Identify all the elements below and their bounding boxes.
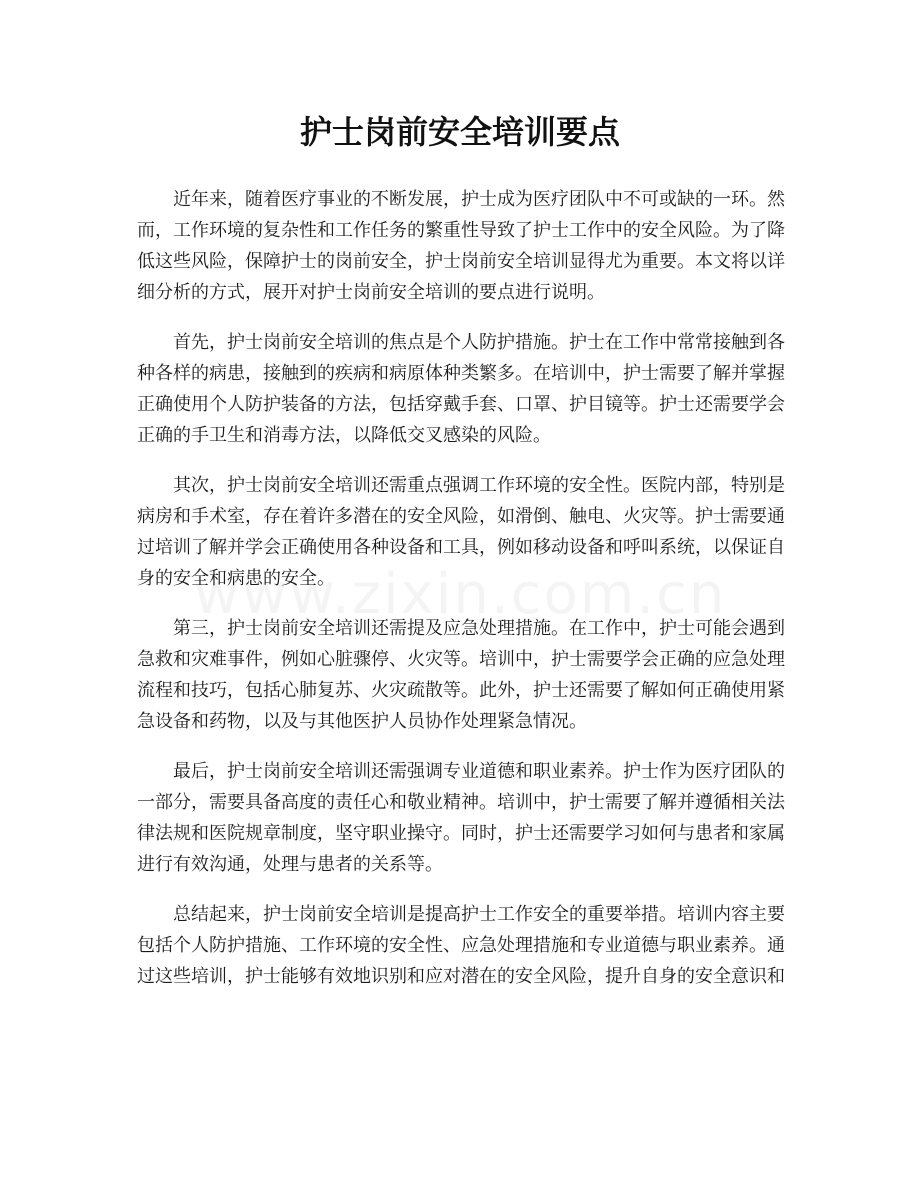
paragraph-professional-ethics: 最后，护士岗前安全培训还需强调专业道德和职业素养。护士作为医疗团队的一部分，需要具备高度的责任心和敬业精神。培训中，护士需要了解并遵循相关法律法规和医院规章制度，坚守职业操守。同时，护士还需要学习如何与患者和家属进行有效沟通，处理与患者的关系等。 [137,761,785,875]
paragraph-intro: 近年来，随着医疗事业的不断发展，护士成为医疗团队中不可或缺的一环。然而，工作环境的复杂性和工作任务的繁重性导致了护士工作中的安全风险。为了降低这些风险，保障护士的岗前安全，护士岗前安全培训显得尤为重要。本文将以详细分析的方式，展开对护士岗前安全培训的要点进行说明。 [137,189,785,303]
paragraph-summary: 总结起来，护士岗前安全培训是提高护士工作安全的重要举措。培训内容主要包括个人防护措施、工作环境的安全性、应急处理措施和专业道德与职业素养。通过这些培训，护士能够有效地识别和应对潜在的安全风险，提升自身的安全意识和 [137,904,785,987]
document-title: 护士岗前安全培训要点 [299,113,620,151]
paragraph-emergency-response: 第三，护士岗前安全培训还需提及应急处理措施。在工作中，护士可能会遇到急救和灾难事件，例如心脏骤停、火灾等。培训中，护士需要学会正确的应急处理流程和技巧，包括心肺复苏、火灾疏散等。此外，护士还需要了解如何正确使用紧急设备和药物，以及与其他医护人员协作处理紧急情况。 [137,618,785,732]
document-body [137,184,785,1011]
paragraph-personal-protection: 首先，护士岗前安全培训的焦点是个人防护措施。护士在工作中常常接触到各种各样的病患，接触到的疾病和病原体种类繁多。在培训中，护士需要了解并掌握正确使用个人防护装备的方法，包括穿戴手套、口罩、护目镜等。护士还需要学会正确的手卫生和消毒方法，以降低交叉感染的风险。 [137,332,785,446]
paragraph-work-environment: 其次，护士岗前安全培训还需重点强调工作环境的安全性。医院内部，特别是病房和手术室，存在着许多潜在的安全风险，如滑倒、触电、火灾等。护士需要通过培训了解并学会正确使用各种设备和工具，例如移动设备和呼叫系统，以保证自身的安全和病患的安全。 [137,475,785,589]
